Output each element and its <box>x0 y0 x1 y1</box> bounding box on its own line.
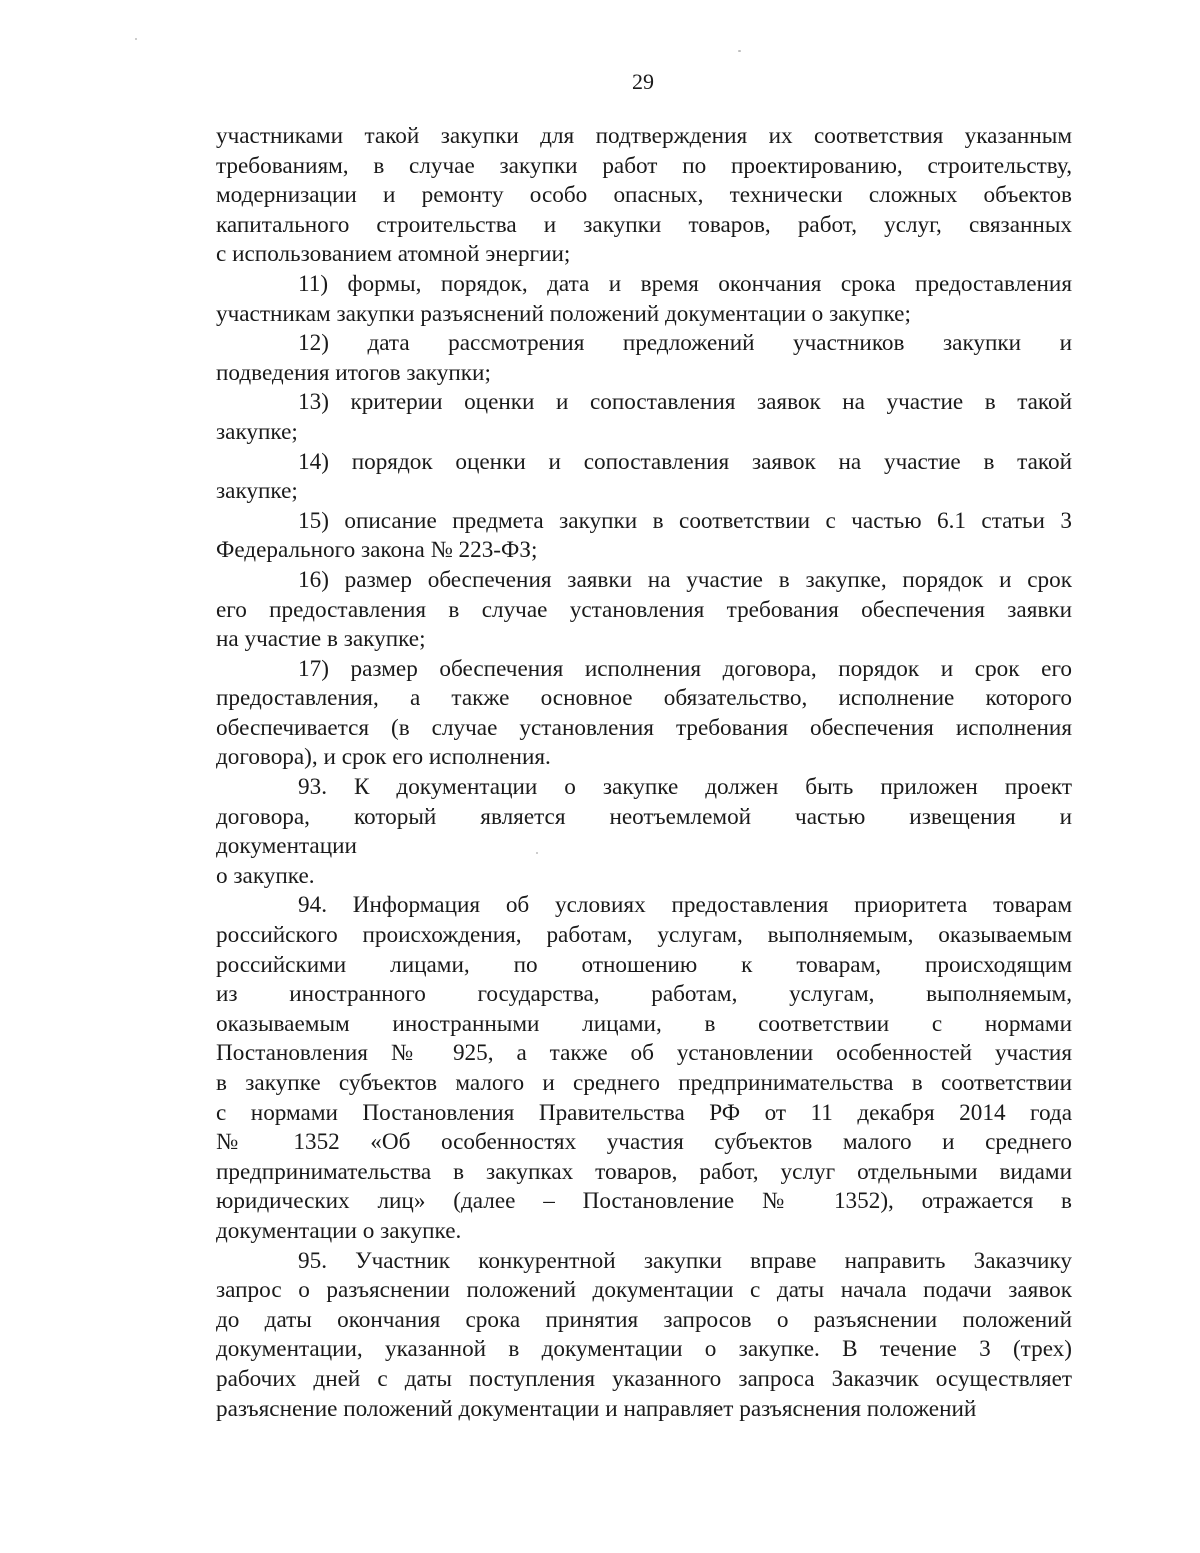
paragraph <box>216 891 1072 1246</box>
text-line: предпринимательства в закупках товаров, работ, услуг отдельными видами <box>216 1158 1072 1185</box>
text-line: рабочих дней с даты поступления указанного запроса Заказчик осуществляет <box>216 1365 1072 1392</box>
text-line: требованиям, в случае закупки работ по проектированию, строительству, <box>216 152 1072 179</box>
document-body <box>216 122 1072 1424</box>
text-line: 17) размер обеспечения исполнения договора, порядок и срок его <box>298 655 1072 682</box>
text-line: Федерального закона № 223-ФЗ; <box>216 537 538 564</box>
text-line: в закупке субъектов малого и среднего предпринимательства в соответствии <box>216 1070 1072 1096</box>
text-line: 93. К документации о закупке должен быть приложен проект <box>298 774 1072 801</box>
text-line: до даты окончания срока принятия запросов о разъяснении положений <box>216 1306 1072 1333</box>
text-line: № 1352 «Об особенностях участия субъектов малого и среднего <box>216 1129 1072 1156</box>
text-line: предоставления, а также основное обязательство, исполнение которого <box>216 685 1072 712</box>
paragraph <box>216 507 1072 566</box>
paragraph <box>216 329 1072 388</box>
text-line: 16) размер обеспечения заявки на участие в закупке, порядок и срок <box>298 566 1072 593</box>
text-line: обеспечивается (в случае установления требования обеспечения исполнения <box>216 714 1072 741</box>
text-line: 14) порядок оценки и сопоставления заявок на участие в такой <box>298 448 1072 475</box>
text-line: юридических лиц» (далее – Постановление № 1352), отражается в <box>216 1188 1072 1215</box>
text-line: 13) критерии оценки и сопоставления заявок на участие в такой <box>298 389 1072 416</box>
text-line: на участие в закупке; <box>216 626 426 653</box>
paragraph <box>216 655 1072 773</box>
text-line: российскими лицами, по отношению к товарам, происходящим <box>216 951 1072 978</box>
text-line: 12) дата рассмотрения предложений участников закупки и <box>298 330 1072 357</box>
text-line: 94. Информация об условиях предоставления приоритета товарам <box>298 892 1072 919</box>
text-line: 15) описание предмета закупки в соответствии с частью 6.1 статьи 3 <box>298 507 1072 534</box>
paragraph <box>216 448 1072 507</box>
text-line: модернизации и ремонту особо опасных, технически сложных объектов <box>216 182 1072 209</box>
text-line: разъяснение положений документации и направляет разъяснения положений <box>216 1395 977 1422</box>
paragraph <box>216 122 1072 270</box>
text-line: договора, который является неотъемлемой частью извещения и <box>216 803 1072 830</box>
text-line: с использованием атомной энергии; <box>216 241 571 268</box>
text-line: документации <box>216 833 357 860</box>
paragraph <box>216 1247 1072 1425</box>
text-line: капитального строительства и закупки товаров, работ, услуг, связанных <box>216 211 1072 238</box>
page-number: 29 <box>632 69 654 94</box>
paragraph <box>216 566 1072 655</box>
text-line: подведения итогов закупки; <box>216 359 491 386</box>
text-line: Постановления № 925, а также об установлении особенностей участия <box>216 1040 1072 1067</box>
scan-speck <box>738 50 741 52</box>
text-line: участниками такой закупки для подтверждения их соответствия указанным <box>216 123 1072 149</box>
text-line: документации о закупке. <box>216 1217 462 1244</box>
paragraph <box>216 388 1072 447</box>
text-line: документации, указанной в документации о закупке. В течение 3 (трех) <box>216 1336 1072 1363</box>
text-line: из иностранного государства, работам, услугам, выполняемым, <box>216 981 1072 1008</box>
text-line: российского происхождения, работам, услугам, выполняемым, оказываемым <box>216 922 1072 949</box>
text-line: с нормами Постановления Правительства РФ от 11 декабря 2014 года <box>216 1099 1072 1126</box>
text-line: о закупке. <box>216 862 315 889</box>
text-line: оказываемым иностранными лицами, в соответствии с нормами <box>216 1010 1072 1037</box>
text-line: 11) формы, порядок, дата и время окончания срока предоставления <box>298 270 1072 297</box>
text-line: 95. Участник конкурентной закупки вправе направить Заказчику <box>298 1247 1072 1274</box>
text-line: участникам закупки разъяснений положений документации о закупке; <box>216 300 911 327</box>
text-line: его предоставления в случае установления требования обеспечения заявки <box>216 596 1072 623</box>
text-line: закупке; <box>216 478 298 505</box>
text-line: договора), и срок его исполнения. <box>216 744 551 771</box>
paragraph <box>216 270 1072 329</box>
paragraph <box>216 773 1072 891</box>
scan-speck <box>135 38 137 40</box>
text-line: запрос о разъяснении положений документации с даты начала подачи заявок <box>216 1277 1072 1304</box>
text-line: закупке; <box>216 418 298 445</box>
